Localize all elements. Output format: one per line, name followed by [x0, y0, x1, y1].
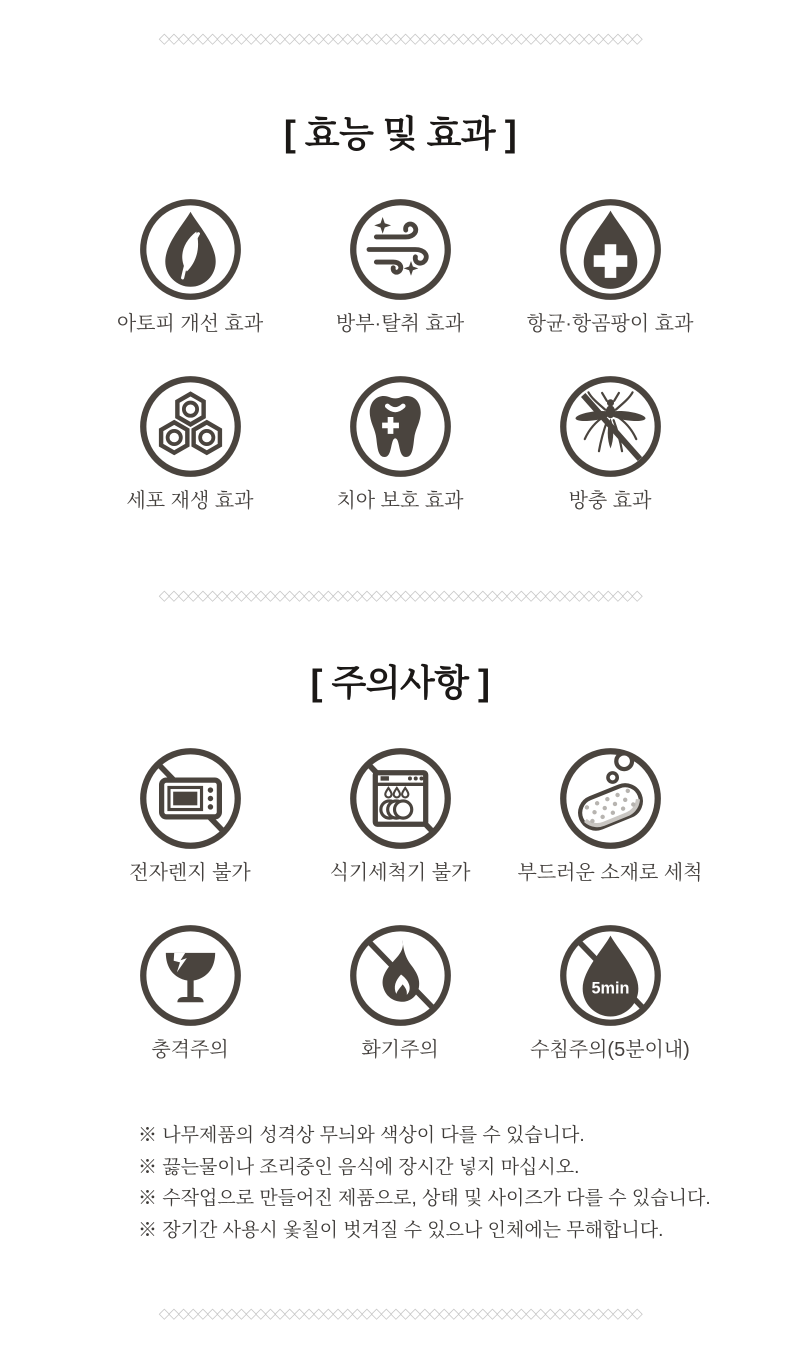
benefit-item: [505, 197, 715, 338]
deodorize-wind-icon: [348, 197, 453, 302]
footnote-line: ※ 나무제품의 성격상 무늬와 색상이 다를 수 있습니다.: [138, 1125, 585, 1146]
caution-label: 식기세척기 불가: [329, 862, 471, 884]
benefit-label: 항균·항곰팡이 효과: [526, 313, 694, 335]
benefit-label: 세포 재생 효과: [126, 490, 254, 512]
soak-time-badge: 5min: [591, 979, 629, 998]
tooth-protect-icon: [348, 374, 453, 479]
footnote-line: ※ 끓는물이나 조리중인 음식에 장시간 넣지 마십시오.: [138, 1156, 580, 1178]
cautions-title: [ 주의사항 ]: [310, 662, 490, 703]
caution-label: 충격주의: [151, 1039, 229, 1061]
benefit-label: 방부·탈취 효과: [335, 313, 465, 335]
caution-item: [295, 923, 505, 1064]
benefits-grid: [85, 197, 715, 515]
cautions-grid: [85, 746, 715, 1064]
benefit-item: [85, 374, 295, 515]
no-mosquito-icon: [558, 374, 663, 479]
caution-item: [505, 923, 715, 1064]
benefit-item: [295, 374, 505, 515]
footnotes: [138, 1120, 711, 1246]
soft-sponge-icon: [558, 746, 663, 851]
no-soak-drop-icon: [558, 923, 663, 1028]
footnote-line: ※ 수작업으로 만들어진 제품으로, 상태 및 사이즈가 다를 수 있습니다.: [138, 1188, 711, 1209]
caution-item: [85, 923, 295, 1064]
broken-glass-icon: [138, 923, 243, 1028]
diamond-divider: ◇◇◇◇◇◇◇◇◇◇◇◇◇◇◇◇◇◇◇◇◇◇◇◇◇◇◇◇◇◇◇◇◇◇◇◇◇◇◇◇◇◇◇◇◇◇◇◇◇◇: [158, 1306, 642, 1322]
footnote-line: ※ 장기간 사용시 옻칠이 벗겨질 수 있으나 인체에는 무해합니다.: [138, 1219, 664, 1241]
caution-label: 화기주의: [361, 1039, 439, 1061]
no-dishwasher-icon: [348, 746, 453, 851]
caution-item: [295, 746, 505, 887]
benefit-label: 아토피 개선 효과: [116, 313, 264, 335]
benefit-item: [505, 374, 715, 515]
caution-item: [505, 746, 715, 887]
benefits-title: [ 효능 및 효과 ]: [283, 113, 517, 154]
caution-label: 전자렌지 불가: [129, 862, 251, 884]
no-microwave-icon: [138, 746, 243, 851]
benefit-item: [295, 197, 505, 338]
caution-item: [85, 746, 295, 887]
diamond-divider: ◇◇◇◇◇◇◇◇◇◇◇◇◇◇◇◇◇◇◇◇◇◇◇◇◇◇◇◇◇◇◇◇◇◇◇◇◇◇◇◇◇◇◇◇◇◇◇◇◇◇: [158, 31, 642, 47]
leaf-drop-icon: [138, 197, 243, 302]
antibacterial-drop-icon: [558, 197, 663, 302]
diamond-divider: ◇◇◇◇◇◇◇◇◇◇◇◇◇◇◇◇◇◇◇◇◇◇◇◇◇◇◇◇◇◇◇◇◇◇◇◇◇◇◇◇◇◇◇◇◇◇◇◇◇◇: [158, 588, 642, 604]
benefit-label: 치아 보호 효과: [336, 490, 464, 512]
no-fire-icon: [348, 923, 453, 1028]
caution-label: 부드러운 소재로 세척: [517, 862, 703, 884]
benefit-item: [85, 197, 295, 338]
caution-label: 수침주의(5분이내): [530, 1039, 690, 1061]
cell-hexagon-icon: [138, 374, 243, 479]
benefit-label: 방충 효과: [568, 490, 652, 512]
